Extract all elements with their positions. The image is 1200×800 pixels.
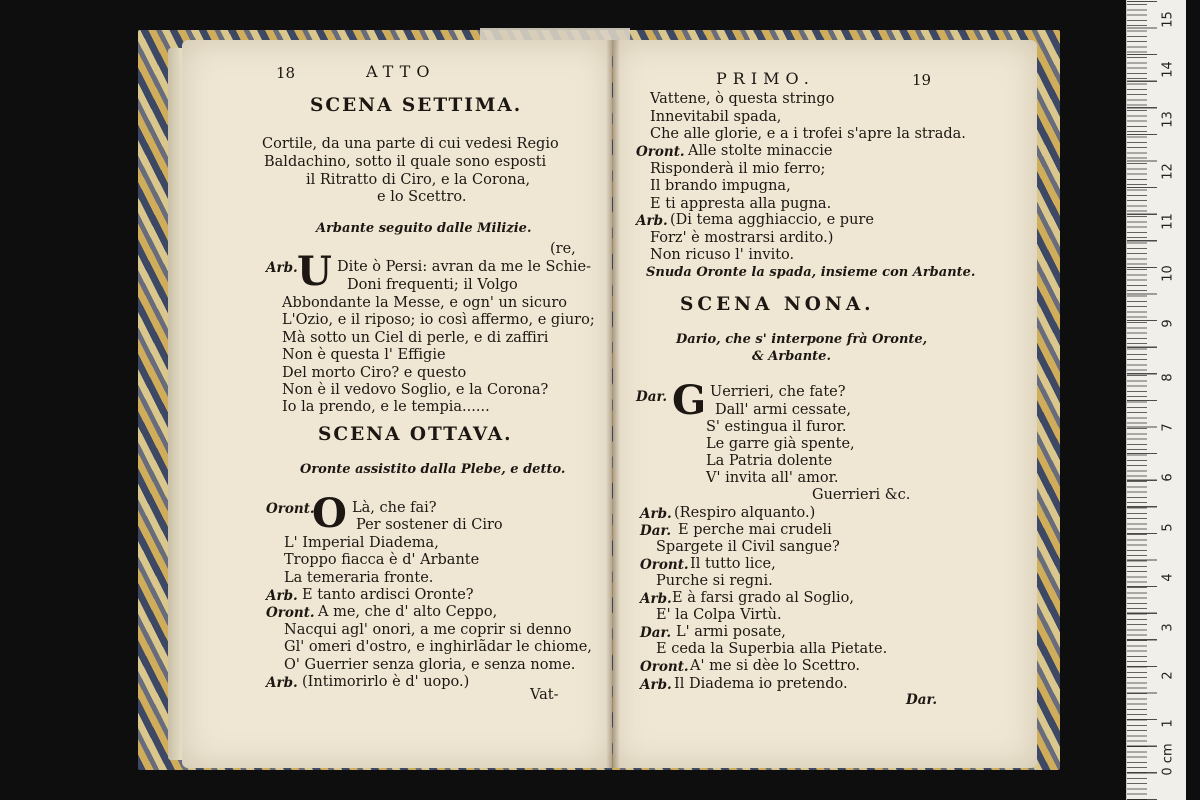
setting-line: Baldachino, sotto il quale sono esposti bbox=[264, 154, 547, 170]
verse-line: Uerrieri, che fate? bbox=[710, 384, 846, 400]
ruler-label: 8 bbox=[1160, 373, 1176, 382]
ruler-label: 7 bbox=[1160, 423, 1176, 432]
verse-line: Innevitabil spada, bbox=[650, 109, 782, 125]
stage-direction: Dario, che s' interpone frà Oronte, bbox=[676, 332, 928, 347]
catchword: Vat- bbox=[530, 687, 559, 703]
verse-line: Doni frequenti; il Volgo bbox=[347, 277, 518, 293]
verse-line: (Di tema agghiaccio, e pure bbox=[670, 212, 874, 228]
speaker-label: Arb. bbox=[640, 677, 672, 693]
ruler-label: 9 bbox=[1160, 319, 1176, 328]
setting-line: Cortile, da una parte di cui vedesi Regio bbox=[262, 136, 559, 152]
verse-line: Io la prendo, e le tempia...... bbox=[282, 399, 490, 415]
verse-line: Che alle glorie, e a i trofei s'apre la strada. bbox=[650, 126, 966, 142]
verse-line: E tanto ardisci Oronte? bbox=[302, 587, 474, 603]
verse-line: Troppo fiacca è d' Arbante bbox=[284, 552, 480, 568]
setting-line: e lo Scettro. bbox=[377, 189, 467, 205]
verse-line: S' estingua il furor. bbox=[706, 419, 847, 435]
verse-line: A' me si dèe lo Scettro. bbox=[690, 658, 861, 674]
speaker-label: Oront. bbox=[640, 659, 689, 675]
verse-line: Nacqui agl' onori, a me coprir si denno bbox=[284, 622, 572, 638]
speaker-label: Oront. bbox=[640, 557, 689, 573]
verse-line: Non è questa l' Effigie bbox=[282, 347, 446, 363]
verse-line: La temeraria fronte. bbox=[284, 570, 434, 586]
verse-line: Purche si regni. bbox=[656, 573, 773, 589]
speaker-label: Dar. bbox=[636, 389, 668, 405]
verse-line: Dite ò Persi: avran da me le Schie- bbox=[337, 259, 591, 275]
verse-line: Non ricuso l' invito. bbox=[650, 247, 795, 263]
right-page-number: 19 bbox=[912, 71, 932, 89]
verse-line: V' invita all' amor. bbox=[706, 470, 839, 486]
speaker-label: Oront. bbox=[636, 144, 685, 160]
verse-line: E' la Colpa Virtù. bbox=[656, 607, 782, 623]
ruler-major-ticks bbox=[1127, 0, 1157, 800]
drop-cap: O bbox=[312, 490, 347, 537]
speaker-label: Dar. bbox=[640, 523, 672, 539]
speaker-label: Arb. bbox=[636, 213, 668, 229]
drop-cap: U bbox=[297, 248, 332, 295]
verse-line: Vattene, ò questa stringo bbox=[650, 91, 835, 107]
verse-line: Il tutto lice, bbox=[690, 556, 776, 572]
ruler-label: 15 bbox=[1160, 11, 1176, 28]
verse-line: Le garre già spente, bbox=[706, 436, 855, 452]
book-gutter bbox=[606, 40, 620, 768]
verse-line: L'Ozio, e il riposo; io così affermo, e giuro; bbox=[282, 312, 595, 328]
verse-line: Mà sotto un Ciel di perle, e di zaffiri bbox=[282, 330, 549, 346]
measurement-ruler bbox=[1126, 0, 1186, 800]
verse-line: Dall' armi cessate, bbox=[715, 402, 851, 418]
verse-line: (Intimorirlo è d' uopo.) bbox=[302, 674, 470, 690]
refrain: Guerrieri &c. bbox=[812, 487, 911, 503]
verse-line: Spargete il Civil sangue? bbox=[656, 539, 840, 555]
stage-action: Snuda Oronte la spada, insieme con Arbante. bbox=[646, 265, 976, 280]
left-running-head: ATTO bbox=[366, 62, 436, 81]
verse-line: E à farsi grado al Soglio, bbox=[672, 590, 855, 606]
verse-line: L' Imperial Diadema, bbox=[284, 535, 439, 551]
ruler-label: 10 bbox=[1160, 265, 1176, 282]
verse-line: (Respiro alquanto.) bbox=[674, 505, 816, 521]
speaker-label: Oront. bbox=[266, 605, 315, 621]
verse-line: Per sostener di Ciro bbox=[356, 517, 503, 533]
ruler-label: 13 bbox=[1160, 111, 1176, 128]
stage-direction: & Arbante. bbox=[752, 349, 831, 364]
speaker-label: Oront. bbox=[266, 501, 315, 517]
stage-direction: Arbante seguito dalle Milizie. bbox=[316, 221, 532, 236]
verse-line: Alle stolte minaccie bbox=[688, 143, 833, 159]
verse-line: L' armi posate, bbox=[676, 624, 786, 640]
speaker-label: Arb. bbox=[266, 588, 298, 604]
ruler-label: 5 bbox=[1160, 523, 1176, 532]
ruler-label: 11 bbox=[1160, 213, 1176, 230]
verse-line: Là, che fai? bbox=[352, 500, 437, 516]
verse-line: A me, che d' alto Ceppo, bbox=[318, 604, 498, 620]
verse-line: Abbondante la Messe, e ogn' un sicuro bbox=[282, 295, 568, 311]
speaker-label: Arb. bbox=[266, 675, 298, 691]
ruler-label: 12 bbox=[1160, 163, 1176, 180]
scene-9-title: SCENA NONA. bbox=[680, 294, 875, 315]
verse-line: Il Diadema io pretendo. bbox=[674, 676, 848, 692]
left-page-number: 18 bbox=[276, 64, 296, 82]
ruler-label: 4 bbox=[1160, 573, 1176, 582]
verse-line: Non è il vedovo Soglio, e la Corona? bbox=[282, 382, 549, 398]
drop-cap: G bbox=[672, 377, 707, 424]
ruler-label: 0 cm bbox=[1160, 743, 1176, 776]
verse-line: Risponderà il mio ferro; bbox=[650, 161, 826, 177]
verse-line: E ti appresta alla pugna. bbox=[650, 196, 832, 212]
verse-line: O' Guerrier senza gloria, e senza nome. bbox=[284, 657, 576, 673]
speaker-label: Arb. bbox=[640, 591, 672, 607]
ruler-label: 2 bbox=[1160, 671, 1176, 680]
verse-line: Forz' è mostrarsi ardito.) bbox=[650, 230, 834, 246]
scene-8-title: SCENA OTTAVA. bbox=[318, 424, 513, 445]
setting-line: il Ritratto di Ciro, e la Corona, bbox=[306, 172, 531, 188]
speaker-label: Arb. bbox=[266, 260, 298, 276]
speaker-label: Arb. bbox=[640, 506, 672, 522]
verse-line: E ceda la Superbia alla Pietate. bbox=[656, 641, 888, 657]
verse-line: Del morto Ciro? e questo bbox=[282, 365, 467, 381]
catchword: Dar. bbox=[906, 692, 938, 708]
verse-line: La Patria dolente bbox=[706, 453, 833, 469]
line-overflow: (re, bbox=[550, 241, 576, 257]
verse-line: Il brando impugna, bbox=[650, 178, 791, 194]
ruler-label: 6 bbox=[1160, 473, 1176, 482]
ruler-label: 14 bbox=[1160, 61, 1176, 78]
ruler-label: 3 bbox=[1160, 623, 1176, 632]
right-running-head: PRIMO. bbox=[716, 69, 815, 88]
speaker-label: Dar. bbox=[640, 625, 672, 641]
stage-direction: Oronte assistito dalla Plebe, e detto. bbox=[300, 462, 566, 477]
ruler-label: 1 bbox=[1160, 719, 1176, 728]
scene-7-title: SCENA SETTIMA. bbox=[310, 95, 523, 116]
verse-line: E perche mai crudeli bbox=[678, 522, 832, 538]
verse-line: Gl' omeri d'ostro, e inghirlãdar le chiome, bbox=[284, 639, 592, 655]
